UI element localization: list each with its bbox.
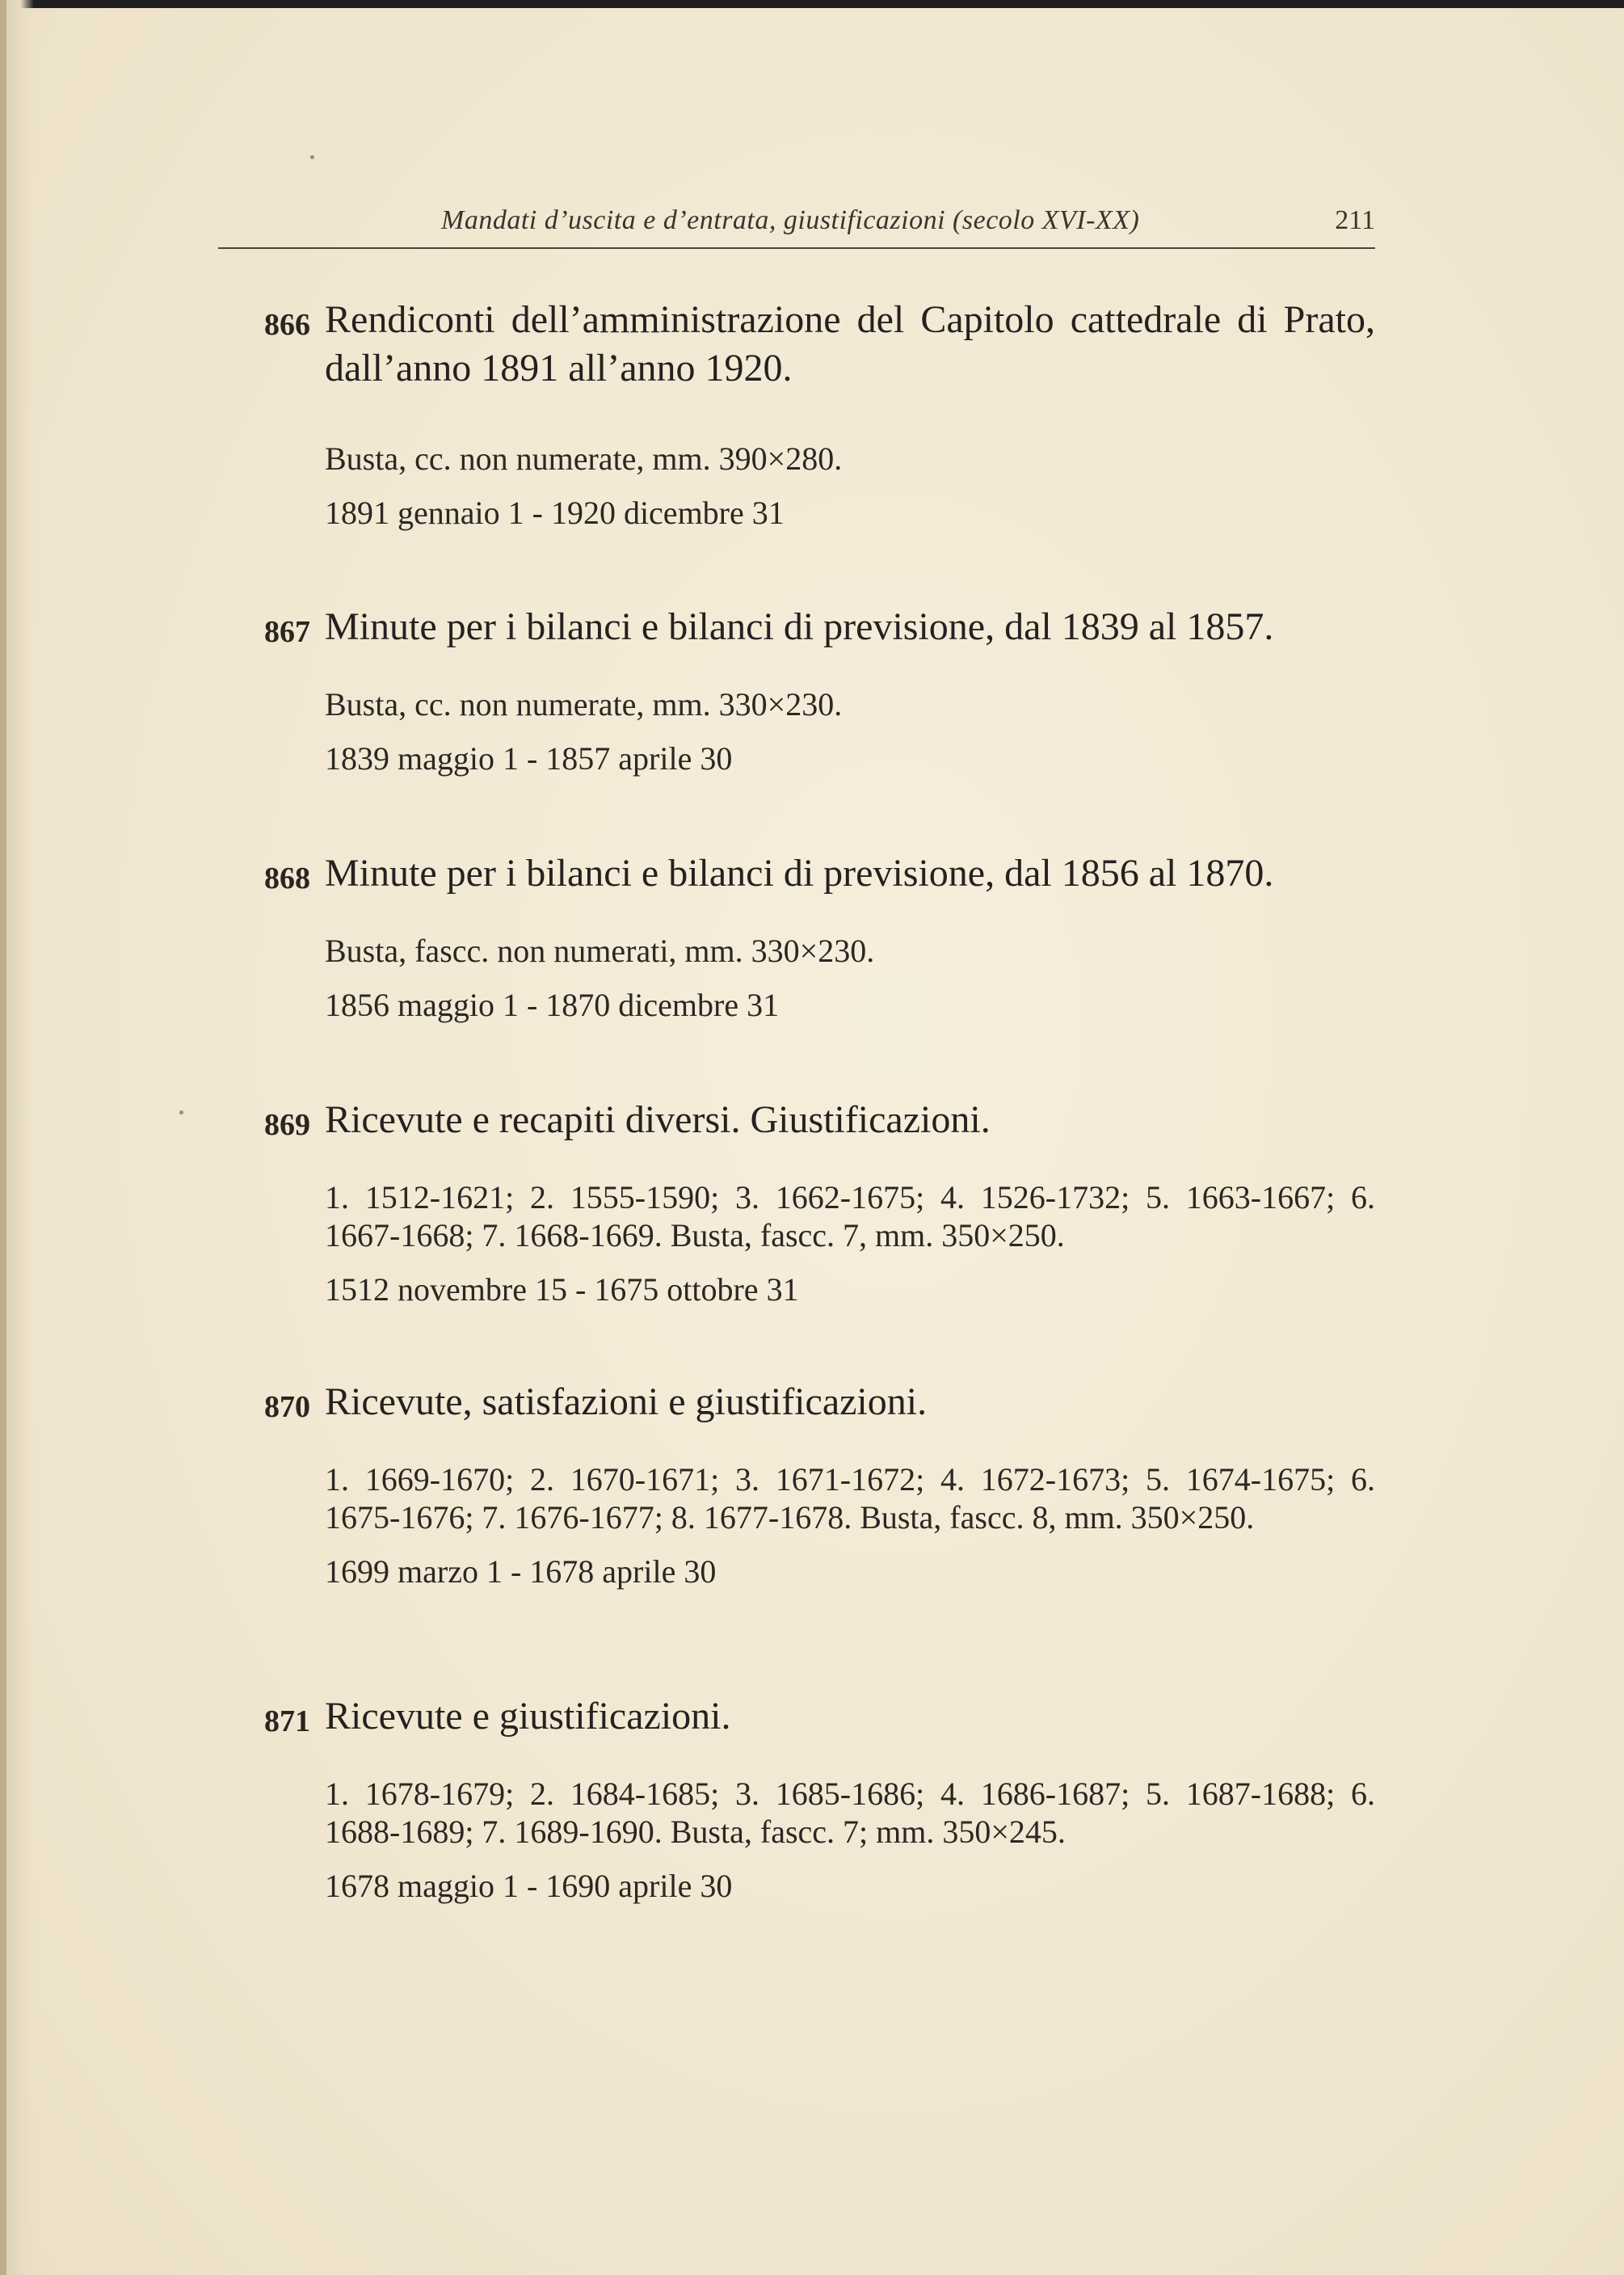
- entry-description: 1. 1512-1621; 2. 1555-1590; 3. 1662-1675; 4. 1526-1732; 5. 1663-1667; 6. 1667-1668; 7. 1668-1669. Busta, fascc. 7, mm. 350×250.: [325, 1179, 1375, 1253]
- entry-date-range: 1512 novembre 15 - 1675 ottobre 31: [325, 1271, 799, 1308]
- entry-date-range: 1839 maggio 1 - 1857 aprile 30: [325, 740, 733, 777]
- entry-body: [325, 849, 1375, 1024]
- entry-title: Rendiconti dell’amministrazione del Capitolo cattedrale di Prato, dall’anno 1891 all’anno 1920.: [325, 298, 1375, 390]
- entry-description: Busta, cc. non numerate, mm. 330×230.: [325, 686, 843, 723]
- entry-body: [325, 1096, 1375, 1308]
- scan-top-border: [0, 0, 1624, 8]
- entry-number: 870: [264, 1390, 310, 1424]
- entry-number: 866: [264, 308, 310, 342]
- entry-date-range: 1856 maggio 1 - 1870 dicembre 31: [325, 987, 780, 1023]
- page-spine-edge: [0, 0, 6, 2275]
- paper-speck: [310, 155, 314, 159]
- header-rule: [218, 247, 1375, 249]
- entry-body: [325, 1378, 1375, 1590]
- paper-speck: [179, 1110, 183, 1114]
- entry-title: Minute per i bilanci e bilanci di previsione, dal 1856 al 1870.: [325, 852, 1274, 895]
- entry-number: 871: [264, 1704, 310, 1738]
- running-title: Mandati d’uscita e d’entrata, giustificazioni (secolo XVI-XX): [441, 205, 1140, 235]
- entry-number: 869: [264, 1108, 310, 1142]
- entry-title: Ricevute e recapiti diversi. Giustificazioni.: [325, 1098, 991, 1141]
- entry-number: 867: [264, 615, 310, 649]
- entry-body: [325, 603, 1375, 777]
- entry-date-range: 1891 gennaio 1 - 1920 dicembre 31: [325, 495, 785, 531]
- entry-body: [325, 296, 1375, 532]
- page-number: 211: [1335, 205, 1375, 235]
- entry-date-range: 1699 marzo 1 - 1678 aprile 30: [325, 1553, 717, 1590]
- entry-body: [325, 1692, 1375, 1905]
- running-header: [218, 200, 1375, 246]
- entry-number: 868: [264, 862, 310, 895]
- entry-description: Busta, fascc. non numerati, mm. 330×230.: [325, 933, 875, 969]
- entry-description: Busta, cc. non numerate, mm. 390×280.: [325, 440, 843, 477]
- entry-description: 1. 1678-1679; 2. 1684-1685; 3. 1685-1686; 4. 1686-1687; 5. 1687-1688; 6. 1688-1689; 7. 1689-1690. Busta, fascc. 7; mm. 350×245.: [325, 1776, 1375, 1850]
- entry-description: 1. 1669-1670; 2. 1670-1671; 3. 1671-1672; 4. 1672-1673; 5. 1674-1675; 6. 1675-1676; 7. 1676-1677; 8. 1677-1678. Busta, fascc. 8, mm. 350×250.: [325, 1461, 1375, 1536]
- entry-date-range: 1678 maggio 1 - 1690 aprile 30: [325, 1868, 733, 1904]
- entry-title: Ricevute, satisfazioni e giustificazioni.: [325, 1380, 928, 1423]
- entry-title: Minute per i bilanci e bilanci di previsione, dal 1839 al 1857.: [325, 605, 1274, 648]
- entry-title: Ricevute e giustificazioni.: [325, 1695, 731, 1738]
